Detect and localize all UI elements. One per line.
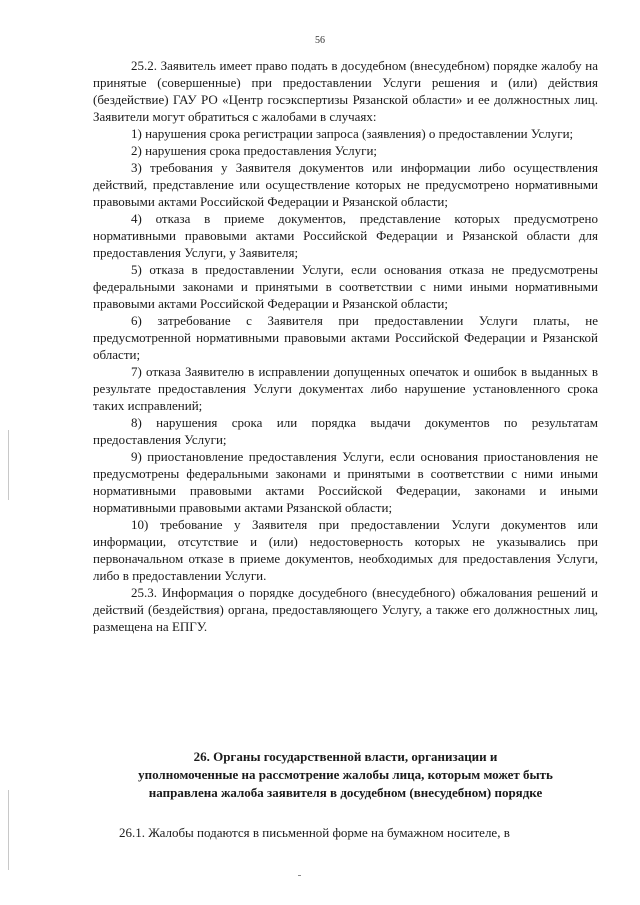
section-heading-line-1: 26. Органы государственной власти, организации и	[193, 749, 498, 764]
list-item-7: 7) отказа Заявителю в исправлении допущенных опечаток и ошибок в выданных в результате предоставления Услуги документах либо нарушение установленного срока таких исправлений;	[93, 364, 598, 413]
page-number: 56	[315, 35, 325, 46]
list-item-2: 2) нарушения срока предоставления Услуги;	[131, 143, 378, 158]
section-heading-26	[93, 748, 598, 802]
scan-margin-line	[8, 430, 9, 500]
list-item-3: 3) требования у Заявителя документов или информации либо осуществления действий, представление или осуществление которых не предусмотрено нормативными правовыми актами Российской Федерации и Рязанской области;	[93, 160, 598, 209]
list-item-1: 1) нарушения срока регистрации запроса (заявления) о предоставлении Услуги;	[131, 126, 574, 141]
list-item-10: 10) требование у Заявителя при предоставлении Услуги документов или информации, отсутствие и (или) недостоверность которых не указывались при первоначальном отказе в приеме документов, необходимых для предоставления Услуги, либо в предоставлении Услуги.	[93, 517, 598, 583]
list-item-5: 5) отказа в предоставлении Услуги, если основания отказа не предусмотрены федеральными законами и принятыми в соответствии с ними иными нормативными правовыми актами Российской Федерации и Рязанской области;	[93, 262, 598, 311]
list-item-4: 4) отказа в приеме документов, представление которых предусмотрено нормативными правовыми актами Российской Федерации и Рязанской области для предоставления Услуги, у Заявителя;	[93, 211, 598, 260]
paragraph-25-3: 25.3. Информация о порядке досудебного (внесудебного) обжалования решений и действий (бездействия) органа, предоставляющего Услугу, а также его должностных лиц, размещена на ЕПГУ.	[93, 585, 598, 634]
document-body	[93, 57, 598, 635]
scan-artifact	[298, 875, 301, 876]
paragraph-25-2: 25.2. Заявитель имеет право подать в досудебном (внесудебном) порядке жалобу на принятые (совершенные) при предоставлении Услуги решения и (или) действия (бездействие) ГАУ РО «Центр госэкспертизы Рязанской области» и ее должностных лиц. Заявители могут обратиться с жалобами в случаях:	[93, 58, 598, 124]
section-heading-line-2: уполномоченные на рассмотрение жалобы лица, которым может быть	[138, 767, 553, 782]
paragraph-26-1: 26.1. Жалобы подаются в письменной форме на бумажном носителе, в	[119, 825, 510, 840]
scan-margin-line	[8, 790, 9, 870]
list-item-6: 6) затребование с Заявителя при предоставлении Услуги платы, не предусмотренной нормативными правовыми актами Российской Федерации и Рязанской области;	[93, 313, 598, 362]
section-26-body	[93, 824, 598, 841]
list-item-9: 9) приостановление предоставления Услуги, если основания приостановления не предусмотрены федеральными законами и принятыми в соответствии с ними иными нормативными правовыми актами Российской Федерации, законами и иными нормативными правовыми актами Рязанской области;	[93, 449, 598, 515]
section-heading-line-3: направлена жалоба заявителя в досудебном (внесудебном) порядке	[148, 785, 543, 800]
list-item-8: 8) нарушения срока или порядка выдачи документов по результатам предоставления Услуги;	[93, 415, 598, 447]
